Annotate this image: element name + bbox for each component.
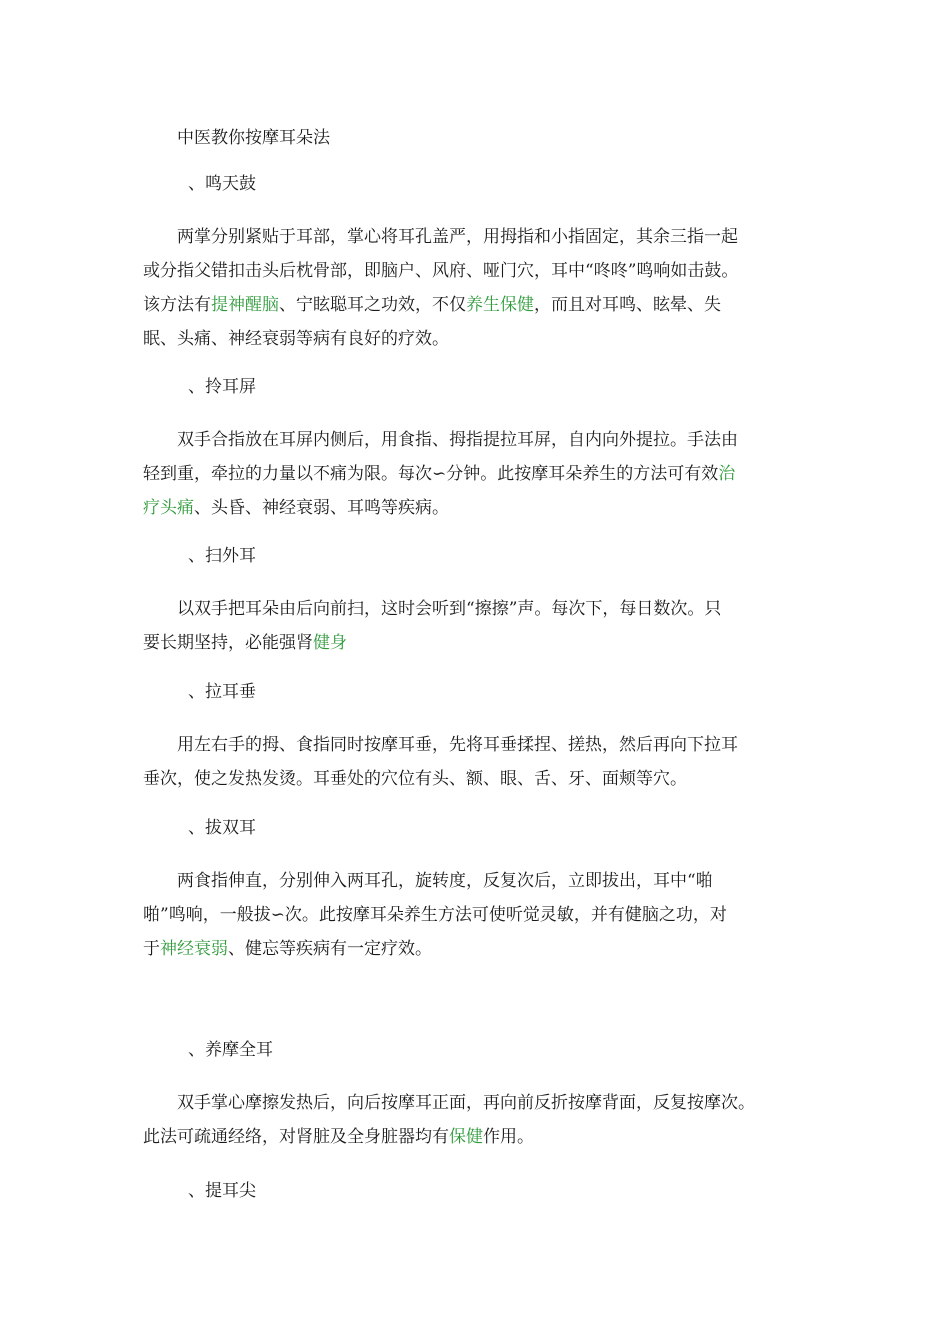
paragraph-line: 双手掌心摩擦发热后，向后按摩耳正面，再向前反折按摩背面，反复按摩次。 — [177, 1093, 755, 1113]
section-paragraph — [143, 864, 823, 966]
section-heading: 、拎耳屏 — [188, 377, 256, 397]
section-paragraph — [143, 728, 823, 796]
highlight-link[interactable]: 健身 — [313, 633, 347, 653]
section-heading: 、拔双耳 — [188, 818, 256, 838]
paragraph-line: 该方法有提神醒脑、宁眩聪耳之功效，不仅养生保健，而且对耳鸣、眩晕、失 — [143, 295, 721, 315]
paragraph-line: 此法可疏通经络，对肾脏及全身脏器均有保健作用。 — [143, 1127, 534, 1147]
paragraph-line: 或分指父错扣击头后枕骨部，即脑户、风府、哑门穴，耳中“咚咚”鸣响如击鼓。 — [143, 261, 739, 281]
highlight-link[interactable]: 治 — [718, 464, 736, 484]
section-paragraph — [143, 592, 823, 660]
paragraph-line: 用左右手的拇、食指同时按摩耳垂，先将耳垂揉捏、搓热，然后再向下拉耳 — [177, 735, 738, 755]
paragraph-line: 要长期坚持，必能强肾健身 — [143, 633, 347, 653]
paragraph-line: 以双手把耳朵由后向前扫，这时会听到“擦擦”声。每次下，每日数次。只 — [177, 599, 722, 619]
paragraph-line: 两食指伸直，分别伸入两耳孔，旋转度，反复次后，立即拔出，耳中“啪 — [177, 871, 713, 891]
document-title: 中医教你按摩耳朵法 — [177, 128, 330, 148]
section-heading: 、扫外耳 — [188, 546, 256, 566]
section-paragraph — [143, 220, 823, 356]
highlight-link[interactable]: 保健 — [449, 1127, 483, 1147]
section-paragraph — [143, 1086, 823, 1154]
highlight-link[interactable]: 神经衰弱 — [160, 939, 228, 959]
paragraph-line: 疗头痛、头昏、神经衰弱、耳鸣等疾病。 — [143, 498, 449, 518]
paragraph-line: 双手合指放在耳屏内侧后，用食指、拇指提拉耳屏，自内向外提拉。手法由 — [177, 430, 738, 450]
section-heading: 、鸣天鼓 — [188, 174, 256, 194]
section-heading: 、提耳尖 — [188, 1181, 256, 1201]
paragraph-line: 轻到重，牵拉的力量以不痛为限。每次∽分钟。此按摩耳朵养生的方法可有效治 — [143, 464, 736, 484]
section-heading: 、养摩全耳 — [188, 1040, 273, 1060]
paragraph-line: 于神经衰弱、健忘等疾病有一定疗效。 — [143, 939, 432, 959]
highlight-link[interactable]: 养生保健 — [466, 295, 534, 315]
highlight-link[interactable]: 疗头痛 — [143, 498, 194, 518]
section-paragraph — [143, 423, 823, 525]
section-heading: 、拉耳垂 — [188, 682, 256, 702]
paragraph-line: 啪”鸣响，一般拔∽次。此按摩耳朵养生方法可使听觉灵敏，并有健脑之功，对 — [143, 905, 727, 925]
paragraph-line: 眠、头痛、神经衰弱等病有良好的疗效。 — [143, 329, 449, 349]
highlight-link[interactable]: 提神醒脑 — [211, 295, 279, 315]
paragraph-line: 两掌分别紧贴于耳部，掌心将耳孔盖严，用拇指和小指固定，其余三指一起 — [177, 227, 738, 247]
paragraph-line: 垂次，使之发热发烫。耳垂处的穴位有头、额、眼、舌、牙、面颊等穴。 — [143, 769, 687, 789]
